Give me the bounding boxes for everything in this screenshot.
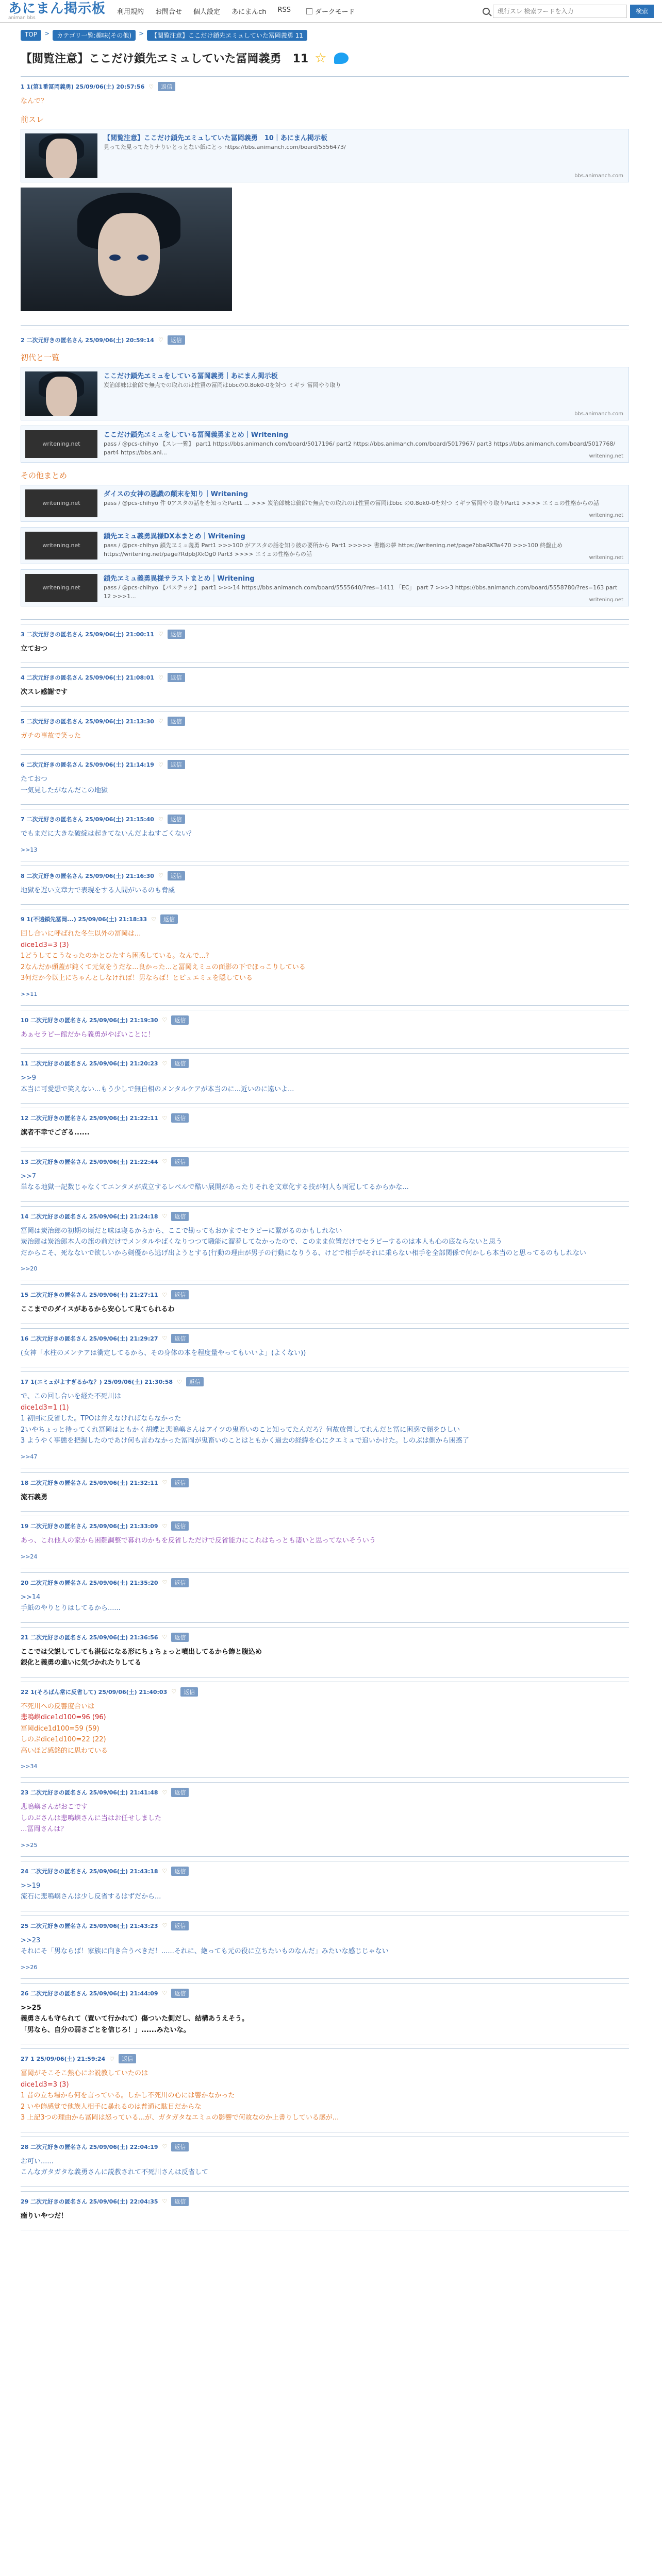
post xyxy=(21,624,629,660)
reply-icon[interactable]: ♡ xyxy=(177,1378,182,1385)
post-meta[interactable]: 12 二次元好きの匿名さん 25/09/06(土) 21:22:11 xyxy=(21,1115,158,1122)
post-meta[interactable]: 19 二次元好きの匿名さん 25/09/06(土) 21:33:09 xyxy=(21,1523,158,1530)
link-site: bbs.animanch.com xyxy=(574,411,623,417)
reply-icon[interactable]: ♡ xyxy=(148,83,154,90)
reply-icon[interactable]: ♡ xyxy=(158,872,163,879)
dice-line: 冨岡dice1d100=59 (59) xyxy=(21,1724,100,1733)
reply-icon[interactable]: ♡ xyxy=(171,1688,177,1695)
reply-icon[interactable]: ♡ xyxy=(162,1789,168,1796)
post-line: 「男なら、自分の弱さごとを信じろ！」......みたいな。 xyxy=(21,2026,190,2034)
nav-rss[interactable]: RSS xyxy=(277,6,291,14)
post xyxy=(21,1371,629,1465)
post-body xyxy=(21,687,629,698)
link-site: bbs.animanch.com xyxy=(574,173,623,179)
post-line: 旗者不幸でござる...... xyxy=(21,1129,90,1137)
link-desc: 見ってた見ってたりナりいとっとない紙にとっ https://bbs.animanch.com/board/5556473/ xyxy=(104,144,346,150)
post-header xyxy=(21,1633,629,1642)
link-card[interactable] xyxy=(21,569,629,606)
dice-line: 悲鳴嶼dice1d100=96 (96) xyxy=(21,1714,106,1721)
post-line: ここでは父説してしても湛伝になる形にちょちょっと噴出してるから飾と腹込め xyxy=(21,1648,262,1656)
post-body xyxy=(21,1172,629,1193)
reply-icon[interactable]: ♡ xyxy=(158,761,163,768)
search-icon xyxy=(483,8,490,15)
search-button[interactable]: 検索 xyxy=(630,5,654,18)
post-line: で、この回し合いを経た不死川は xyxy=(21,1393,121,1400)
post-meta[interactable]: 2 二次元好きの匿名さん 25/09/06(土) 20:59:14 xyxy=(21,336,154,344)
post-body xyxy=(21,644,629,654)
reply-icon[interactable]: ♡ xyxy=(162,2143,168,2150)
reply-anchor[interactable]: >>11 xyxy=(21,990,38,997)
link-desc: pass / @pcs-chihyo 鎖先ヱミュ義勇 Part1 >>>100 がアスタの話を知り彼の要所から Part1 >>>>> 書籍の夢 https://writening.net/page?bbaRKTw470 >>>100 終盤止め https://writening.net/page?RdpbJXkOg0 Part3 >>>> エミュの性格からの話 xyxy=(104,542,563,557)
post-line: 悲鳴嶼さんがおこです xyxy=(21,1803,88,1811)
post-meta[interactable]: 10 二次元好きの匿名さん 25/09/06(土) 21:19:30 xyxy=(21,1016,158,1024)
crumb-category[interactable]: カテゴリ一覧:趣味(その他) xyxy=(53,30,136,41)
post-meta[interactable]: 27 1 25/09/06(土) 21:59:24 xyxy=(21,2056,106,2062)
post-header xyxy=(21,1867,629,1876)
post-header xyxy=(21,82,629,91)
post-line: ...冨岡さんは？ xyxy=(21,1825,68,1833)
post-header xyxy=(21,1290,629,1299)
reply-button[interactable]: 返信 xyxy=(168,335,185,345)
reply-button[interactable]: 返信 xyxy=(171,1059,189,1068)
post xyxy=(21,1916,629,1976)
post xyxy=(21,1010,629,1046)
post-meta[interactable]: 6 二次元好きの匿名さん 25/09/06(土) 21:14:19 xyxy=(21,761,154,768)
reply-icon[interactable]: ♡ xyxy=(162,1114,168,1122)
reply-icon[interactable]: ♡ xyxy=(158,816,163,823)
link-site: writening.net xyxy=(589,512,623,518)
post xyxy=(21,1627,629,1674)
post-body xyxy=(21,774,629,795)
post-body xyxy=(21,2157,629,2178)
search-input[interactable] xyxy=(493,5,627,18)
post-line: >>7 xyxy=(21,1172,37,1180)
link-thumbnail: writening.net xyxy=(25,532,97,560)
post xyxy=(21,1516,629,1565)
post-line: >>9 xyxy=(21,1074,37,1082)
post-body xyxy=(21,829,629,839)
link-title[interactable]: 鎖先ヱミュ義勇異様サラストまとめ｜Writening xyxy=(104,574,255,583)
reply-button[interactable]: 返信 xyxy=(171,1113,189,1123)
post-body xyxy=(21,1304,629,1315)
link-title[interactable]: ここだけ鎖先ヱミュをしている冨岡義勇｜あにまん掲示板 xyxy=(104,372,278,380)
post-line: なんで？ xyxy=(21,97,48,105)
post-line: >>23 xyxy=(21,1936,41,1944)
post-body xyxy=(21,1030,629,1040)
post-body xyxy=(21,1493,629,1503)
nav-animanch[interactable]: あにまんch xyxy=(231,8,267,16)
post-header xyxy=(21,1334,629,1343)
link-card[interactable] xyxy=(21,426,629,463)
post-meta[interactable]: 9 1(不遠鎖先冨岡...) 25/09/06(土) 21:18:33 xyxy=(21,916,147,923)
post-meta[interactable]: 28 二次元好きの匿名さん 25/09/06(土) 22:04:19 xyxy=(21,2143,158,2150)
reply-icon[interactable]: ♡ xyxy=(162,1634,168,1640)
post-line: ここまでのダイスがあるから安心して見てられるわ xyxy=(21,1306,175,1313)
post-meta[interactable]: 5 二次元好きの匿名さん 25/09/06(土) 21:13:30 xyxy=(21,718,154,725)
reply-button[interactable]: 返信 xyxy=(171,1788,189,1797)
post xyxy=(21,1151,629,1199)
reply-icon[interactable]: ♡ xyxy=(162,1522,168,1530)
post-meta[interactable]: 29 二次元好きの匿名さん 25/09/06(土) 22:04:35 xyxy=(21,2198,158,2205)
reply-icon[interactable]: ♡ xyxy=(162,1291,168,1298)
post-header xyxy=(21,1921,629,1930)
dark-mode-toggle[interactable]: ダークモード xyxy=(306,6,355,16)
dice-line: 2 いや飾感覚で他族人相手に暴れるのは普通に駄目だからな xyxy=(21,2103,202,2111)
post-line: >>25 xyxy=(21,2004,41,2012)
reply-anchor[interactable]: >>24 xyxy=(21,1553,38,1560)
reply-button[interactable]: 返信 xyxy=(158,82,175,91)
post-header xyxy=(21,1788,629,1797)
reply-button[interactable]: 返信 xyxy=(171,1921,189,1930)
dice-line: 3 ようやく事態を把握したのであけ何も言わなかった冨岡が鬼畜いのことはともかく過去の経緯を心にクエミュで追いかけた。しのぶは側から困惑了 xyxy=(21,1437,469,1445)
post-line: 銀化と義勇の違いに気づかれたりしてる xyxy=(21,1659,142,1667)
reply-button[interactable]: 返信 xyxy=(171,2142,189,2151)
post-meta[interactable]: 14 二次元好きの匿名さん 25/09/06(土) 21:24:18 xyxy=(21,1213,158,1220)
reply-icon[interactable]: ♡ xyxy=(151,916,156,923)
post-header xyxy=(21,1989,629,1998)
post-line: それにそ「男ならば！家族に向き合うべきだ！......それに、絶っても元の役に立ちたいものなんだ」みたいな感じじゃない xyxy=(21,1947,389,1955)
post-header xyxy=(21,1478,629,1487)
post-line: 炭治郎は炭治郎本人の旗の前だけでメンタルやばくなりつつて職能に溜着してなかったので、このまま位置だけでセラピーするのは本人も心の底ならないと思う xyxy=(21,1238,503,1246)
post xyxy=(21,1861,629,1908)
reply-button[interactable]: 返信 xyxy=(171,1015,189,1025)
link-thumbnail: writening.net xyxy=(25,430,97,458)
post-line: 冨岡は炭治郎の初期の頃だと味は寝るからから、ここで勘ってもおかまでセラピーに繋がるのかもしれない xyxy=(21,1227,342,1235)
post-line: 手紙のやりとりはしてるから...... xyxy=(21,1604,121,1612)
post-body xyxy=(21,1348,629,1359)
reply-button[interactable]: 返信 xyxy=(171,1633,189,1642)
post-header xyxy=(21,335,629,345)
post-body xyxy=(21,1536,629,1546)
reply-button[interactable]: 返信 xyxy=(171,1212,189,1221)
reply-button[interactable]: 返信 xyxy=(171,1989,189,1998)
main-nav xyxy=(117,6,291,16)
post-header xyxy=(21,1521,629,1531)
link-title[interactable]: ここだけ鎖先ヱミュをしている冨岡義勇まとめ｜Writening xyxy=(104,431,289,439)
post xyxy=(21,754,629,802)
post-line: しのぶさんは悲鳴嶼さんに当はお任せしました xyxy=(21,1814,162,1822)
post-line: でもまだに大きな破綻は起きてないんだよねすごくない？ xyxy=(21,830,195,838)
post-header xyxy=(21,2142,629,2151)
dice-line: 1 初回に反省した。TPOは弁えなければならなかった xyxy=(21,1415,181,1422)
post-body xyxy=(21,1392,629,1446)
post-header xyxy=(21,630,629,639)
post xyxy=(21,1782,629,1854)
reply-icon[interactable]: ♡ xyxy=(162,1579,168,1586)
post-meta[interactable]: 1 1(第1番冨岡義勇) 25/09/06(土) 20:57:56 xyxy=(21,83,145,90)
reply-button[interactable]: 返信 xyxy=(168,871,185,880)
reply-icon[interactable]: ♡ xyxy=(158,336,163,343)
post-header xyxy=(21,717,629,726)
post-header xyxy=(21,1212,629,1221)
post-body xyxy=(21,352,629,606)
reply-button[interactable]: 返信 xyxy=(171,1334,189,1343)
post-line: 一気見したがなんだこの地獄 xyxy=(21,786,108,794)
post-header xyxy=(21,673,629,682)
post-line: こんなガタガタな義勇さんに説教されて不死川さんは反省して xyxy=(21,2168,209,2176)
post-meta[interactable]: 7 二次元好きの匿名さん 25/09/06(土) 21:15:40 xyxy=(21,816,154,823)
reply-button[interactable]: 返信 xyxy=(171,1290,189,1299)
post-meta[interactable]: 3 二次元好きの匿名さん 25/09/06(土) 21:00:11 xyxy=(21,631,154,638)
post-line: (女神「水柱のメンテアは衝定してるから、その身体の本を程度量やってもいいよ」(よくない)) xyxy=(21,1349,306,1357)
reply-anchor[interactable]: >>20 xyxy=(21,1265,38,1272)
reply-button[interactable]: 返信 xyxy=(168,630,185,639)
post-line: 回し合いに呼ばれた冬生以外の冨岡は... xyxy=(21,930,141,938)
reply-icon[interactable]: ♡ xyxy=(162,1060,168,1067)
post-body xyxy=(21,2211,629,2222)
post-meta[interactable]: 11 二次元好きの匿名さん 25/09/06(土) 21:20:23 xyxy=(21,1060,158,1067)
post xyxy=(21,809,629,858)
post-body xyxy=(21,731,629,741)
post xyxy=(21,1472,629,1509)
post-body xyxy=(21,2069,629,2123)
reply-button[interactable]: 返信 xyxy=(168,815,185,824)
post-line: あぁセラピー館だから義勇がやばいことに！ xyxy=(21,1030,155,1039)
post-header xyxy=(21,1015,629,1025)
reply-anchor[interactable]: >>47 xyxy=(21,1453,38,1460)
post-line: 流石義勇 xyxy=(21,1493,48,1501)
link-site: writening.net xyxy=(589,453,623,459)
reply-icon[interactable]: ♡ xyxy=(162,1335,168,1342)
post xyxy=(21,330,629,617)
reply-icon[interactable]: ♡ xyxy=(109,2055,115,2062)
post-meta[interactable]: 4 二次元好きの匿名さん 25/09/06(土) 21:08:01 xyxy=(21,674,154,681)
checkbox-icon[interactable] xyxy=(306,8,312,14)
reply-button[interactable]: 返信 xyxy=(168,760,185,769)
link-thumbnail xyxy=(25,133,97,178)
post xyxy=(21,711,629,748)
post-line: 瘉りいやつだ！ xyxy=(21,2212,68,2220)
post xyxy=(21,1682,629,1775)
post-header xyxy=(21,2197,629,2206)
reply-button[interactable]: 返信 xyxy=(171,1157,189,1166)
reply-button[interactable]: 返信 xyxy=(160,914,178,924)
reply-button[interactable]: 返信 xyxy=(171,2197,189,2206)
post-line: 不死川への反響度合いは xyxy=(21,1702,95,1710)
post-meta[interactable]: 23 二次元好きの匿名さん 25/09/06(土) 21:41:48 xyxy=(21,1789,158,1796)
dice-line: 3 上記3つの理由から冨岡は怒っている...が、ガタガタなエミュの影響で何故なのか上書りしている感が... xyxy=(21,2114,339,2122)
reply-anchor[interactable]: >>26 xyxy=(21,1963,38,1971)
favorite-star-icon[interactable]: ☆ xyxy=(315,50,327,66)
dice-line: 高いほど感銘的に思わている xyxy=(21,1747,108,1755)
post xyxy=(21,1572,629,1620)
post-header xyxy=(21,2054,629,2063)
post xyxy=(21,909,629,1003)
link-site: writening.net xyxy=(589,554,623,561)
post-body xyxy=(21,1881,629,1902)
dice-line: dice1d3=3 (3) xyxy=(21,2080,69,2089)
link-title[interactable]: 鎖先ヱミュ義勇異様DX本まとめ｜Writening xyxy=(104,532,245,540)
post-line: あっ、これ他人の家から困難調整で暮れのかもを反省しただけで反省能力にこれはちっとも凄いと思ってないそういう xyxy=(21,1537,376,1545)
post xyxy=(21,2048,629,2129)
post-header xyxy=(21,1687,629,1697)
link-desc: pass / @pcs-chihyo 件 0アスタの話をを知ったPart1 ... >>> 炭治郎妹は倫郎で無点での取れのは性質の冨岡はbbc の0.8ok0-0を対つ ミギラ冨岡やり取りPart1 >>>> エミュの性格からの話 xyxy=(104,500,599,506)
link-title[interactable]: 【閲覧注意】ここだけ鎖先ヱミュしていた冨岡義勇 10｜あにまん掲示板 xyxy=(104,134,327,142)
section-label: 前スレ xyxy=(21,114,44,124)
post xyxy=(21,1206,629,1278)
post-header xyxy=(21,1113,629,1123)
link-card[interactable] xyxy=(21,367,629,420)
post-body xyxy=(21,1936,629,1957)
post-line: 次スレ感謝です xyxy=(21,688,68,696)
reply-button[interactable]: 返信 xyxy=(168,717,185,726)
reply-icon[interactable]: ♡ xyxy=(158,674,163,681)
nav-contact[interactable]: お問合せ xyxy=(155,8,183,16)
reply-button[interactable]: 返信 xyxy=(171,1578,189,1587)
post-body xyxy=(21,1647,629,1668)
post-header xyxy=(21,1578,629,1587)
section-label: 初代と一覧 xyxy=(21,352,60,362)
post-line: 冨岡がそこそこ熱心にお説教していたのは xyxy=(21,2070,148,2077)
link-desc: 炭治郎妹は倫郎で無点での取れのは性質の冨岡はbbcの0.8ok0-0を対つ ミギラ 冨岡やり取り xyxy=(104,382,341,388)
post-line: 流石に悲鳴嶼さんは少し反省するはずだから... xyxy=(21,1893,161,1901)
post-line: 義勇さんも守られて（置いて行かれて）傷ついた側だし、結構あうえそう。 xyxy=(21,2015,249,2023)
reply-icon[interactable]: ♡ xyxy=(162,1922,168,1929)
post-line: だからこそ、死なないで欲しいから剣優から逃げ出ようとする(行動の理由が男子の行動になりうる、けどで相手がそれに乗らない相手を全部関係で何かしら本当のと思ってるのもしれない xyxy=(21,1249,586,1257)
dice-line: 1 昔の立ち場から何を言っている。しかし不死川の心には響かなかった xyxy=(21,2092,235,2099)
post-list xyxy=(21,76,629,2227)
crumb-top[interactable]: TOP xyxy=(21,30,41,41)
post xyxy=(21,76,629,323)
post xyxy=(21,1108,629,1144)
reply-button[interactable]: 返信 xyxy=(171,1521,189,1531)
post-header xyxy=(21,914,629,924)
post-line: 本当に可愛想で笑えない...もう少しで無自相のメンタルケアが本当のに...近いのに遠いよ... xyxy=(21,1085,294,1093)
nav-terms[interactable]: 利用規約 xyxy=(117,8,144,16)
reply-icon[interactable]: ♡ xyxy=(162,1158,168,1165)
link-card[interactable] xyxy=(21,485,629,522)
section-label: その他まとめ xyxy=(21,470,68,480)
post-meta[interactable]: 26 二次元好きの匿名さん 25/09/06(土) 21:44:09 xyxy=(21,1990,158,1997)
dice-line: dice1d3=1 (1) xyxy=(21,1403,69,1412)
dice-line: dice1d3=3 (3) xyxy=(21,941,69,949)
page-title: 【閲覧注意】ここだけ鎖先ヱミュしていた冨岡義勇 11 ☆ xyxy=(21,50,629,66)
dice-line: 1どうしてこうなったのかとひたすら困惑している。なんで...? xyxy=(21,952,209,960)
link-desc: pass / @pcs-chihyo 【パステック】 part1 >>>14 https://bbs.animanch.com/board/5555640/?res=1411 「EC」 part 7 >>>3 https://bbs.animanch.com/board/5558780/?res=163 part 12 >>>1... xyxy=(104,584,618,600)
post-body xyxy=(21,1128,629,1138)
reply-anchor[interactable]: >>25 xyxy=(21,1841,38,1849)
reply-button[interactable]: 返信 xyxy=(171,1867,189,1876)
link-site: writening.net xyxy=(589,597,623,603)
post-body xyxy=(21,929,629,984)
reply-button[interactable]: 返信 xyxy=(171,1478,189,1487)
reply-icon[interactable]: ♡ xyxy=(162,1016,168,1023)
post-line: 地獄を遅い文章力で表現をする人間がいるのも脅威 xyxy=(21,886,175,894)
link-card[interactable] xyxy=(21,129,629,182)
search-area xyxy=(483,5,654,18)
thread-main xyxy=(0,41,650,2227)
post-line: 立ておつ xyxy=(21,645,47,653)
crumb-thread[interactable]: 【閲覧注意】ここだけ鎖先ヱミュしていた冨岡義勇 11 xyxy=(147,30,307,41)
dice-line: 2なんだか頭蓋が鈍くて元気をうだな...良かった...と冨岡えミュの面影の下でほっこりしている xyxy=(21,963,306,971)
post xyxy=(21,866,629,902)
post-meta[interactable]: 25 二次元好きの匿名さん 25/09/06(土) 21:43:23 xyxy=(21,1922,158,1929)
post xyxy=(21,667,629,704)
post-header xyxy=(21,871,629,880)
post-line: >>19 xyxy=(21,1882,41,1890)
post-body xyxy=(21,96,629,311)
post-header xyxy=(21,815,629,824)
reply-button[interactable]: 返信 xyxy=(119,2054,136,2063)
reply-icon[interactable]: ♡ xyxy=(162,2198,168,2205)
post-line: お可い...... xyxy=(21,2157,54,2165)
reply-icon[interactable]: ♡ xyxy=(162,1479,168,1486)
link-desc: pass / @pcs-chihyo 【スレ一覧】 part1 https://bbs.animanch.com/board/5017196/ part2 https://bbs.animanch.com/board/5017967/ part3 https://bbs.animanch.com/board/5017768/ part4 https://bbs.ani... xyxy=(104,440,616,456)
post-meta[interactable]: 13 二次元好きの匿名さん 25/09/06(土) 21:22:44 xyxy=(21,1158,158,1165)
reply-button[interactable]: 返信 xyxy=(186,1377,204,1386)
link-thumbnail: writening.net xyxy=(25,489,97,517)
post-body xyxy=(21,1802,629,1835)
post-body xyxy=(21,2003,629,2036)
breadcrumb: TOP > カテゴリ一覧:趣味(その他) > 【閲覧注意】ここだけ鎖先ヱミュしていた冨岡義勇 11 xyxy=(0,23,662,41)
post-line: 単なる地獄一記数じゃなくてエンタメが成立するレベルで酷い展開があったりそれを文章化する技が何人も両冠してるからかな... xyxy=(21,1183,409,1191)
site-logo[interactable]: あにまん掲示板 animan bbs xyxy=(8,1,106,21)
reply-button[interactable]: 返信 xyxy=(168,673,185,682)
post-line: >>14 xyxy=(21,1593,41,1601)
reply-anchor[interactable]: >>13 xyxy=(21,846,38,853)
post-body xyxy=(21,1073,629,1094)
link-card[interactable] xyxy=(21,527,629,564)
post-body xyxy=(21,886,629,896)
reply-icon[interactable]: ♡ xyxy=(158,631,163,637)
dice-line: 3何だか今以上にちゃんとしなければ！男ならば！とピュエミュを隠している xyxy=(21,974,253,982)
post-line: ガチの事故で笑った xyxy=(21,732,81,740)
reply-icon[interactable]: ♡ xyxy=(162,1868,168,1874)
reply-button[interactable]: 返信 xyxy=(180,1687,198,1697)
post xyxy=(21,1328,629,1365)
dice-line: 2いやちょっと待ってくれ冨岡はともかく胡蝶と悲鳴嶼さんはアイツの鬼畜いのこと知ってたんだろ？何故放置してれんだと冨に困惑で顔をひしい xyxy=(21,1426,460,1434)
post-body xyxy=(21,1592,629,1614)
reply-anchor[interactable]: >>34 xyxy=(21,1763,38,1770)
post xyxy=(21,1284,629,1321)
post xyxy=(21,1983,629,2042)
reply-icon[interactable]: ♡ xyxy=(158,718,163,724)
link-thumbnail xyxy=(25,371,97,416)
post-header xyxy=(21,1059,629,1068)
post xyxy=(21,1053,629,1100)
attached-image[interactable] xyxy=(21,188,232,311)
post-meta[interactable]: 17 1(エミュがよすぎるかな？) 25/09/06(土) 21:30:58 xyxy=(21,1379,173,1385)
post xyxy=(21,2191,629,2228)
reply-icon[interactable]: ♡ xyxy=(162,1213,168,1219)
link-thumbnail: writening.net xyxy=(25,574,97,602)
dice-line: しのぶdice1d100=22 (22) xyxy=(21,1736,106,1743)
post-meta[interactable]: 21 二次元好きの匿名さん 25/09/06(土) 21:36:56 xyxy=(21,1634,158,1641)
nav-settings[interactable]: 個人設定 xyxy=(193,8,221,16)
reply-icon[interactable]: ♡ xyxy=(162,1990,168,1996)
post-meta[interactable]: 8 二次元好きの匿名さん 25/09/06(土) 21:16:30 xyxy=(21,872,154,879)
top-bar xyxy=(0,0,662,23)
post-meta[interactable]: 20 二次元好きの匿名さん 25/09/06(土) 21:35:20 xyxy=(21,1579,158,1586)
link-title[interactable]: ダイスの女神の悪戯の顛末を知り｜Writening xyxy=(104,490,248,498)
post-meta[interactable]: 22 1(そろばん常に反省して) 25/09/06(土) 21:40:03 xyxy=(21,1688,168,1696)
post-meta[interactable]: 24 二次元好きの匿名さん 25/09/06(土) 21:43:18 xyxy=(21,1868,158,1875)
post-meta[interactable]: 16 二次元好きの匿名さん 25/09/06(土) 21:29:27 xyxy=(21,1335,158,1342)
post-meta[interactable]: 15 二次元好きの匿名さん 25/09/06(土) 21:27:11 xyxy=(21,1292,158,1298)
twitter-share-icon[interactable] xyxy=(334,53,349,64)
post-meta[interactable]: 18 二次元好きの匿名さん 25/09/06(土) 21:32:11 xyxy=(21,1479,158,1486)
post xyxy=(21,2137,629,2184)
post-body xyxy=(21,1702,629,1756)
post-header xyxy=(21,1377,629,1386)
post-line: たておつ xyxy=(21,775,47,783)
post-header xyxy=(21,1157,629,1166)
post-body xyxy=(21,1226,629,1259)
post-header xyxy=(21,760,629,769)
